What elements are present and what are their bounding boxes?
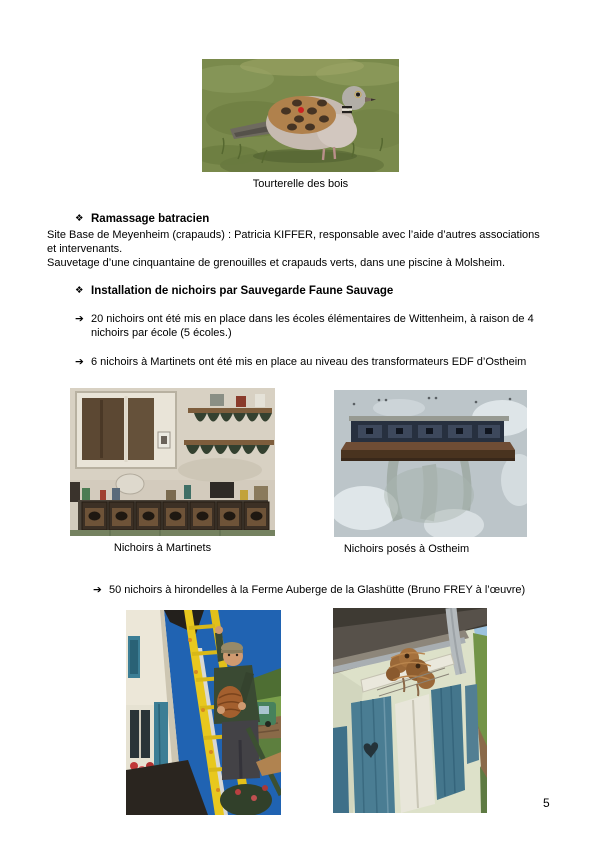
ostheim-photo [334,390,527,537]
bullet-item-hirondelles [93,583,525,597]
martinets-photo [70,388,275,536]
dove-photo [202,59,399,172]
ostheim-caption: Nichoirs posés à Ostheim [343,543,470,555]
page-number: 5 [543,796,550,810]
paragraph-line: Sauvetage d’une cinquantaine de grenouilles et crapauds verts, dans une piscine à Molsheim. [47,257,506,269]
bullet-item-ecoles [75,312,534,340]
dove-photo-image [202,59,399,172]
arrow-bullet-icon: ➔ [75,356,84,368]
nichoirs-heading [75,284,393,298]
diamond-bullet-icon: ❖ [75,213,84,224]
bullet-item-text: 50 nichoirs à hirondelles à la Ferme Auberge de la Glashütte (Bruno FREY à l’œuvre) [109,584,526,596]
bullet-item-martinets [75,355,526,369]
ramassage-heading-text: Ramassage batracien [91,213,210,225]
dove-caption: Tourterelle des bois [252,178,349,190]
paragraph-line: nichoirs par école (5 écoles.) [91,327,232,339]
nichoirs-heading-text: Installation de nichoirs par Sauvegarde Faune Sauvage [91,285,394,297]
arrow-bullet-icon: ➔ [75,313,84,325]
diamond-bullet-icon: ❖ [75,285,84,296]
bullet-item-text: 6 nichoirs à Martinets ont été mis en place au niveau des transformateurs EDF d’Ostheim [91,356,527,368]
green-workbench [70,530,275,536]
ramassage-heading [75,212,209,226]
ramassage-paragraph [47,228,540,270]
martinets-caption: Nichoirs à Martinets [113,542,212,554]
martinets-photo-image [70,388,275,536]
wall-cabinet [76,392,176,468]
ladder-photo-image [126,610,281,815]
paragraph-line: et intervenants. [47,243,123,255]
arrow-bullet-icon: ➔ [93,584,102,596]
paragraph-line: Site Base de Meyenheim (crapauds) : Patricia KIFFER, responsable avec l’aide d’autres associations [47,229,540,241]
ladder-photo [126,610,281,815]
nest-box-row [78,500,269,532]
bullet-item-text [91,312,534,340]
mounted-nest-boxes [341,416,515,461]
glashutte-photo-image [333,608,487,813]
ostheim-photo-image [334,390,527,537]
glashutte-photo [333,608,487,813]
paragraph-line: 20 nichoirs ont été mis en place dans les écoles élémentaires de Wittenheim, à raison de 4 [91,313,534,325]
